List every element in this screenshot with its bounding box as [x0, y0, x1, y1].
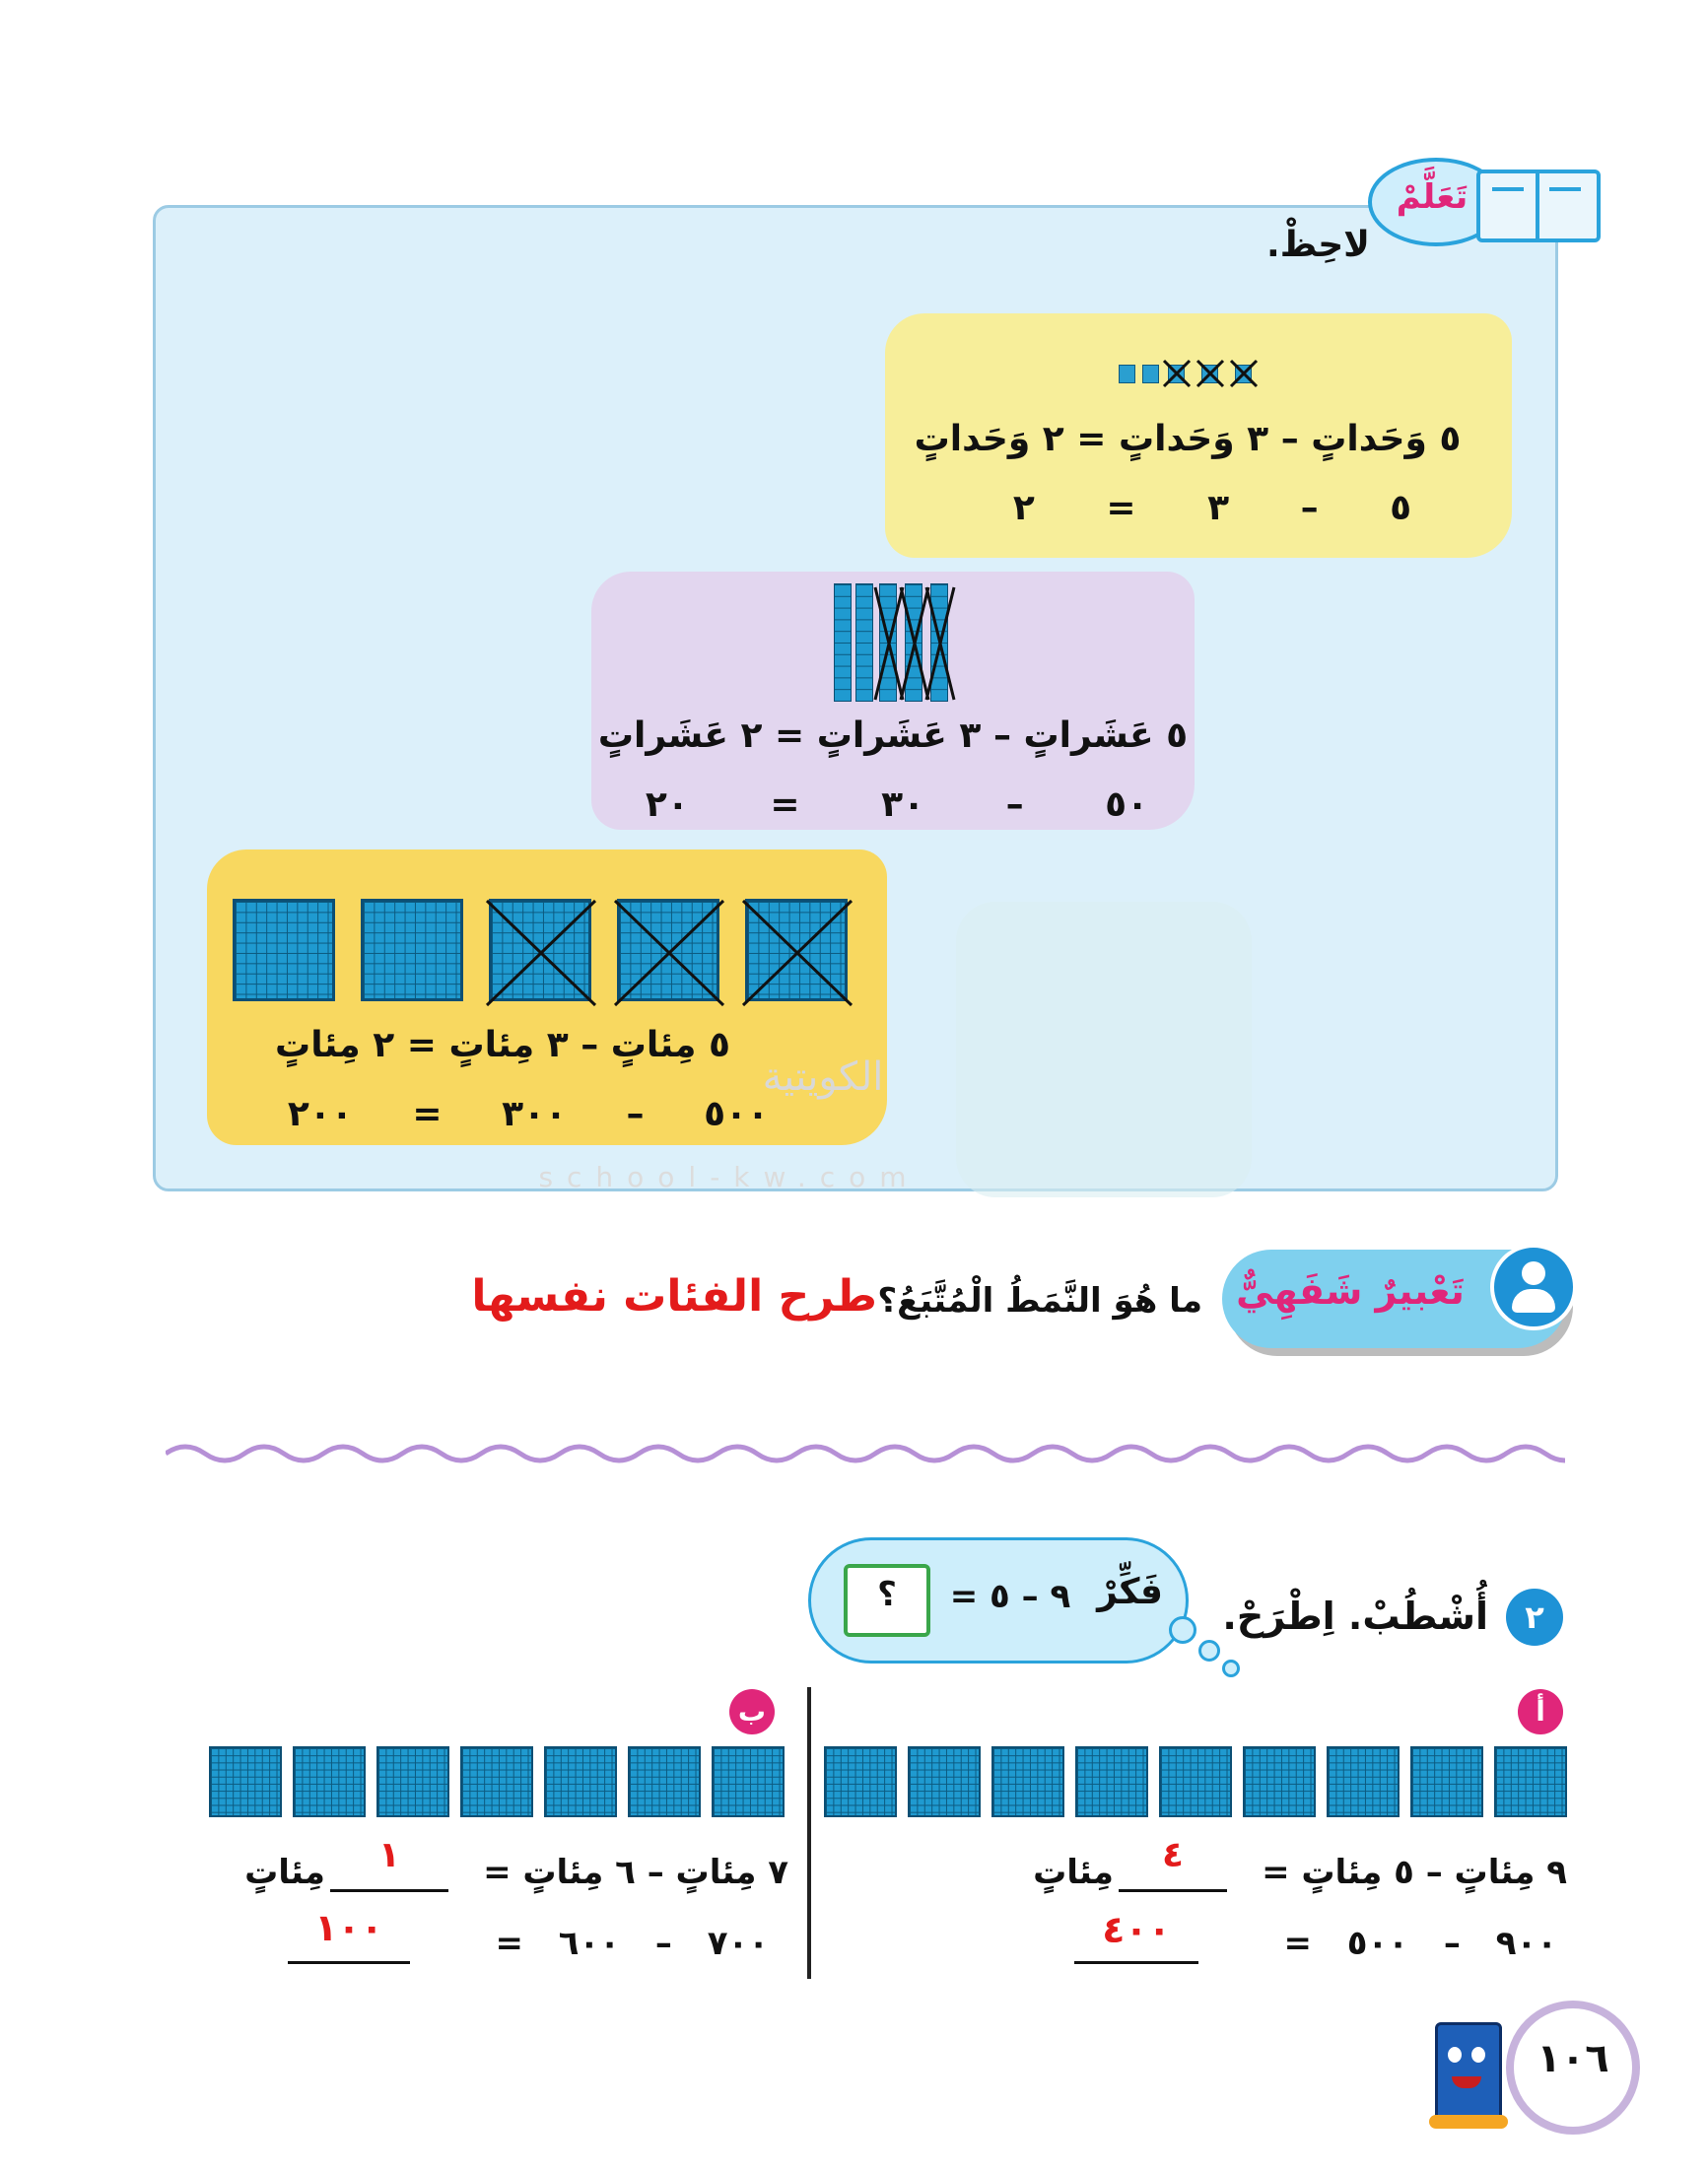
think-label: فَكِّرْ [1097, 1572, 1163, 1612]
hundred-flats [233, 899, 863, 1007]
ten-rod [834, 583, 852, 702]
part-b-words-suffix: مِئاتٍ [244, 1853, 325, 1892]
hundred-flat [1159, 1746, 1232, 1817]
part-b-flats [209, 1746, 790, 1821]
thought-dot [1222, 1660, 1240, 1677]
thought-dot [1169, 1616, 1196, 1644]
hundred-flat [1327, 1746, 1400, 1817]
hundred-flat [233, 899, 335, 1001]
unit-cube [1142, 365, 1159, 383]
parts-divider [807, 1687, 811, 1979]
cross-out-marks [485, 899, 859, 1007]
part-a-numbers-prefix: ٩٠٠ – ٥٠٠ = [1283, 1924, 1557, 1963]
hundred-flat [1410, 1746, 1483, 1817]
part-a-words-prefix: ٩ مِئاتٍ – ٥ مِئاتٍ = [1262, 1853, 1567, 1892]
learn-badge-label: تَعَلَّمْ [1396, 177, 1469, 217]
thought-dot [1198, 1640, 1220, 1662]
part-b-words-prefix: ٧ مِئاتٍ – ٦ مِئاتٍ = [483, 1853, 788, 1892]
book-icon [1476, 170, 1601, 242]
book-mascot-icon [1435, 2022, 1502, 2125]
hundred-flat [460, 1746, 533, 1817]
cross-out-marks [873, 583, 958, 704]
hundred-flat [824, 1746, 897, 1817]
part-b-badge: ب [737, 1695, 767, 1728]
hundred-flat [908, 1746, 981, 1817]
hundred-flat [628, 1746, 701, 1817]
cross-out-marks [1162, 359, 1284, 388]
part-a-blank-numbers[interactable] [1074, 1961, 1198, 1964]
part-a-answer-words: ٤ [1162, 1835, 1184, 1875]
ones-words: ٥ وَحَداتٍ – ٣ وَحَداتٍ = ٢ وَحَداتٍ [914, 419, 1462, 459]
part-a-flats [824, 1746, 1573, 1821]
part-b-numbers-prefix: ٧٠٠ – ٦٠٠ = [495, 1924, 769, 1963]
hundred-flat [376, 1746, 449, 1817]
part-b-blank-words[interactable] [330, 1889, 448, 1892]
page-number: ١٠٦ [1537, 2036, 1609, 2081]
unit-cube [1119, 365, 1135, 383]
hundred-flat [991, 1746, 1064, 1817]
watermark-url: school-kw.com [538, 1161, 921, 1193]
exercise-number: ٢ [1525, 1598, 1544, 1636]
watermark-text: الكويتية [762, 1054, 884, 1100]
hundred-flat [544, 1746, 617, 1817]
hundred-flat [1243, 1746, 1316, 1817]
think-expression: ٩ – ٥ = [949, 1577, 1071, 1616]
hundred-flat [712, 1746, 785, 1817]
exercise-instruction: أُشْطُبْ. اِطْرَحْ. [1222, 1595, 1488, 1638]
hundreds-words: ٥ مِئاتٍ – ٣ مِئاتٍ = ٢ مِئاتٍ [275, 1025, 730, 1065]
part-a-blank-words[interactable] [1119, 1889, 1227, 1892]
hundred-flat [293, 1746, 366, 1817]
hundred-flat [209, 1746, 282, 1817]
hundred-flat [361, 899, 463, 1001]
oral-question: ما هُوَ النَّمَطُ الْمُتَّبَعُ؟ [877, 1281, 1202, 1321]
part-b-answer-numbers: ١٠٠ [314, 1906, 383, 1949]
watermark-logo [956, 902, 1252, 1197]
ten-rod [855, 583, 873, 702]
oral-badge-label: تَعْبيرٌ شَفَهِيٌّ [1236, 1269, 1465, 1313]
part-a-words-suffix: مِئاتٍ [1033, 1853, 1114, 1892]
ones-numbers: ٥ – ٣ = ٢ [1012, 488, 1412, 528]
hundreds-numbers: ٥٠٠ – ٣٠٠ = ٢٠٠ [287, 1094, 769, 1134]
oral-answer: طرح الفئات نفسها [471, 1271, 877, 1322]
tens-numbers: ٥٠ – ٣٠ = ٢٠ [645, 784, 1149, 825]
hundred-flat [1494, 1746, 1567, 1817]
think-answer-placeholder: ؟ [877, 1575, 897, 1614]
unit-cubes [1119, 359, 1286, 388]
tens-words: ٥ عَشَراتٍ – ٣ عَشَراتٍ = ٢ عَشَراتٍ [597, 715, 1189, 756]
part-a-answer-numbers: ٤٠٠ [1102, 1908, 1171, 1951]
hundred-flat [1075, 1746, 1148, 1817]
speaker-icon [1490, 1244, 1577, 1330]
notice-text: لاحِظْ. [1266, 225, 1370, 265]
part-a-badge: أ [1536, 1695, 1545, 1728]
part-b-blank-numbers[interactable] [288, 1961, 410, 1964]
part-b-answer-words: ١ [378, 1835, 400, 1875]
mascot-shoes [1429, 2115, 1508, 2129]
wavy-divider [166, 1439, 1565, 1468]
tens-rods [834, 583, 958, 704]
